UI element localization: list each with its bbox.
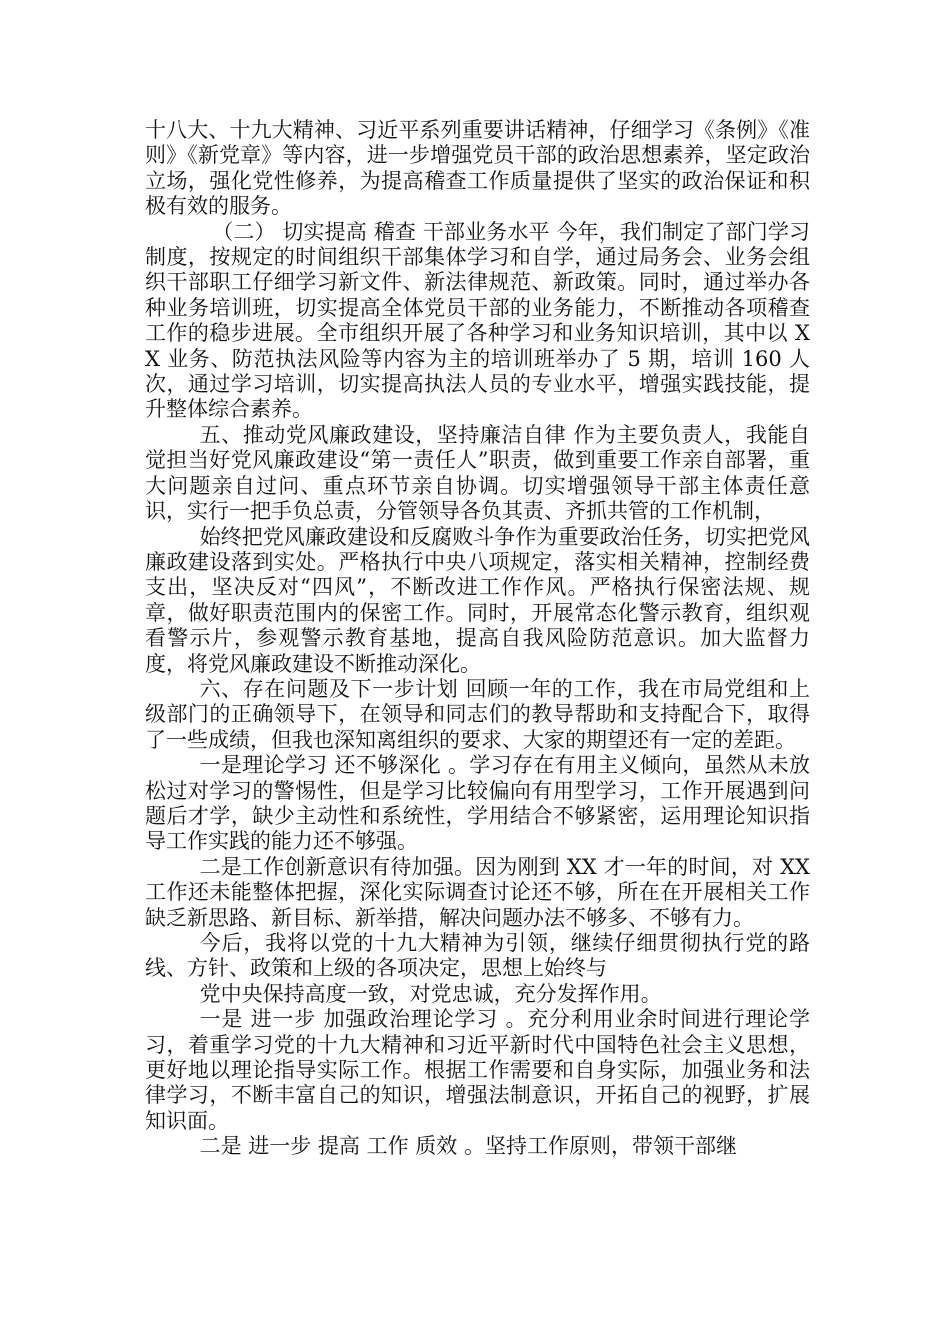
paragraph-problems-plans: 六、存在问题及下一步计划 回顾一年的工作，我在市局党组和上级部门的正确领导下，在领导和同志们的教导帮助和支持配合下，取得了一些成绩，但我也深知离组织的要求、大家的期望还有一定的差距。: [145, 676, 810, 752]
document-body: [145, 118, 810, 1160]
paragraph-future: 今后，我将以党的十九大精神为引领，继续仔细贯彻执行党的路线、方针、政策和上级的各项决定，思想上始终与: [145, 931, 810, 981]
paragraph-theory-study: 一是理论学习 还不够深化 。学习存在有用主义倾向，虽然从未放松过对学习的警惕性，但是学习比较偏向有用型学习，工作开展遇到问题后才学，缺少主动性和系统性，学用结合不够紧密，运用理论知识指导工作实践的能力还不够强。: [145, 753, 810, 854]
paragraph-work-efficiency: 二是 进一步 提高 工作 质效 。坚持工作原则，带领干部继: [199, 1134, 737, 1159]
paragraph-party-loyalty: 党中央保持高度一致，对党忠诚，充分发挥作用。: [199, 981, 662, 1006]
paragraph-integrity-building: 五、推动党风廉政建设，坚持廉洁自律 作为主要负责人，我能自觉担当好党风廉政建设“第一责任人”职责，做到重要工作亲自部署，重大问题亲自过问、重点环节亲自协调。切实增强领导干部主体责任意识，实行一把手负总责，分管领导各负其责、齐抓共管的工作机制，: [145, 422, 810, 524]
paragraph-innovation: 二是工作创新意识有待加强。因为刚到 XX 才一年的时间，对 XX 工作还未能整体把握，深化实际调查讨论还不够，所在在开展相关工作缺乏新思路、新目标、新举措，解决问题办法不够多、不够有力。: [145, 854, 810, 930]
paragraph-study-spirit: 十八大、十九大精神、习近平系列重要讲话精神，仔细学习《条例》《准则》《新党章》等内容，进一步增强党员干部的政治思想素养，坚定政治立场，强化党性修养，为提高稽查工作质量提供了坚实的政治保证和积极有效的服务。: [145, 118, 810, 219]
paragraph-political-theory: 一是 进一步 加强政治理论学习 。充分利用业余时间进行理论学习，着重学习党的十九大精神和习近平新时代中国特色社会主义思想，更好地以理论指导实际工作。根据工作需要和自身实际，加强业务和法律学习，不断丰富自己的知识，增强法制意识，开拓自己的视野，扩展知识面。: [145, 1007, 810, 1133]
paragraph-anti-corruption: 始终把党风廉政建设和反腐败斗争作为重要政治任务，切实把党风廉政建设落到实处。严格执行中央八项规定，落实相关精神，控制经费支出，坚决反对“四风”，不断改进工作作风。严格执行保密法规、规章，做好职责范围内的保密工作。同时，开展常态化警示教育，组织观看警示片，参观警示教育基地，提高自我风险防范意识。加大监督力度，将党风廉政建设不断推动深化。: [145, 524, 810, 676]
paragraph-business-level: （二） 切实提高 稽查 干部业务水平 今年，我们制定了部门学习制度，按规定的时间组织干部集体学习和自学，通过局务会、业务会组织干部职工仔细学习新文件、新法律规范、新政策。同时，通过举办各种业务培训班，切实提高全体党员干部的业务能力，不断推动各项稽查工作的稳步进展。全市组织开展了各种学习和业务知识培训，其中以 XX 业务、防范执法风险等内容为主的培训班举办了 5 期，培训 160 人次，通过学习培训，切实提高执法人员的专业水平，增强实践技能，提升整体综合素养。: [145, 219, 810, 422]
